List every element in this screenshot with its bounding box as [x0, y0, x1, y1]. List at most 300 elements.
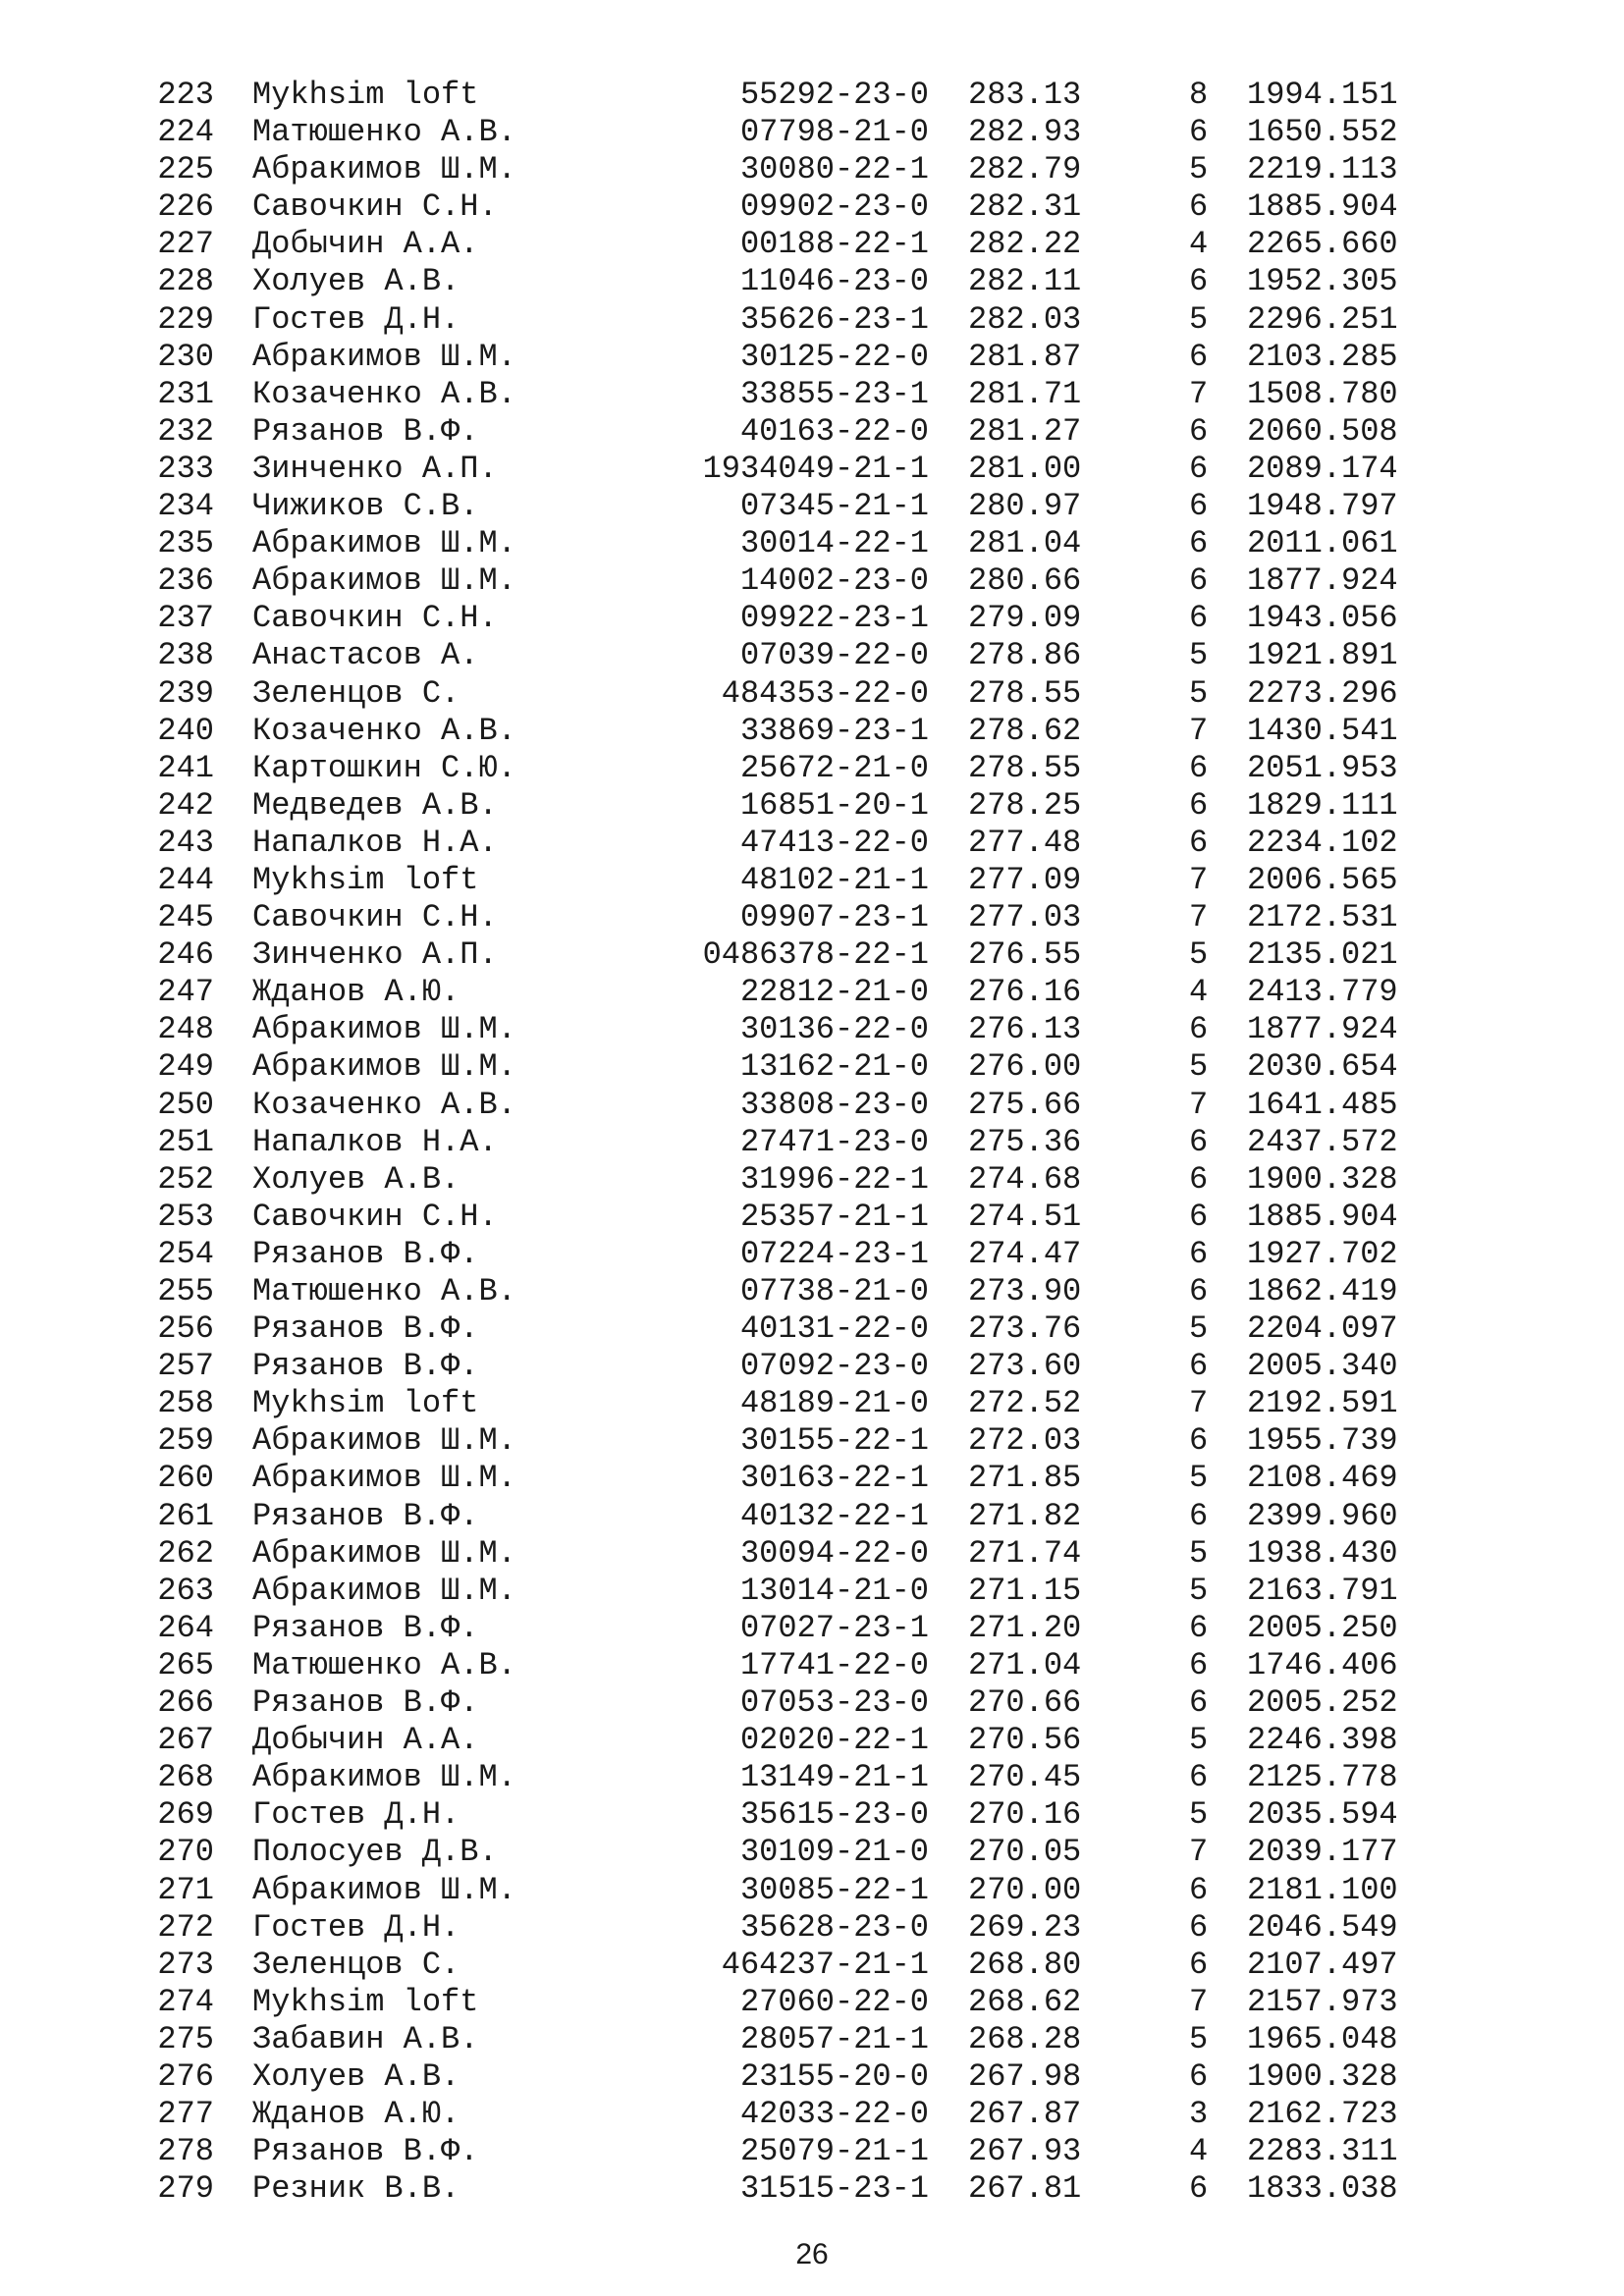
cell-name: Добычин А.А. [252, 1722, 479, 1759]
table-row [0, 2096, 1624, 2133]
cell-score: 276.16 [968, 974, 1082, 1011]
cell-name: Зеленцов С. [252, 674, 460, 712]
cell-count: 5 [1189, 637, 1209, 674]
cell-code: 28057-21-1 [739, 2020, 929, 2057]
cell-value: 1948.797 [1247, 488, 1398, 525]
table-row [0, 825, 1624, 862]
cell-name: Напалков Н.А. [252, 1123, 498, 1160]
cell-rank: 271 [157, 1871, 214, 1908]
cell-count: 6 [1189, 1871, 1209, 1908]
cell-count: 7 [1189, 1385, 1209, 1422]
cell-count: 6 [1189, 1908, 1209, 1946]
table-row [0, 787, 1624, 825]
cell-name: Медведев А.В. [252, 786, 498, 824]
cell-score: 283.13 [968, 77, 1082, 113]
cell-name: Матюшенко А.В. [252, 1646, 516, 1683]
cell-code: 23155-20-0 [739, 2057, 929, 2095]
cell-rank: 232 [157, 412, 214, 450]
cell-rank: 275 [157, 2020, 214, 2057]
cell-code: 13014-21-0 [739, 1572, 929, 1609]
cell-value: 2005.340 [1247, 1348, 1398, 1385]
cell-rank: 242 [157, 786, 214, 824]
cell-code: 07039-22-0 [739, 637, 929, 674]
cell-code: 25672-21-0 [739, 749, 929, 786]
cell-count: 7 [1189, 861, 1209, 898]
cell-rank: 234 [157, 488, 214, 525]
cell-value: 2046.549 [1247, 1908, 1398, 1946]
cell-value: 1885.904 [1247, 188, 1398, 226]
cell-score: 281.87 [968, 338, 1082, 375]
table-row [0, 1684, 1624, 1722]
cell-rank: 279 [157, 2170, 214, 2208]
cell-score: 272.52 [968, 1385, 1082, 1422]
cell-code: 25079-21-1 [739, 2133, 929, 2170]
cell-score: 270.00 [968, 1871, 1082, 1908]
table-row [0, 637, 1624, 674]
table-row [0, 974, 1624, 1011]
table-row [0, 114, 1624, 151]
cell-count: 6 [1189, 749, 1209, 786]
cell-count: 6 [1189, 1759, 1209, 1796]
cell-value: 2039.177 [1247, 1834, 1398, 1871]
cell-rank: 251 [157, 1123, 214, 1160]
cell-name: Холуев А.В. [252, 2057, 460, 2095]
cell-count: 6 [1189, 1235, 1209, 1272]
cell-name: Рязанов В.Ф. [252, 1684, 479, 1722]
cell-count: 6 [1189, 1646, 1209, 1683]
cell-rank: 249 [157, 1048, 214, 1086]
cell-code: 30014-22-1 [739, 525, 929, 562]
cell-value: 1877.924 [1247, 1011, 1398, 1048]
cell-count: 6 [1189, 824, 1209, 861]
cell-rank: 267 [157, 1722, 214, 1759]
cell-code: 35628-23-0 [739, 1908, 929, 1946]
cell-count: 6 [1189, 525, 1209, 562]
cell-name: Абракимов Ш.М. [252, 1048, 516, 1086]
cell-count: 6 [1189, 114, 1209, 151]
cell-count: 5 [1189, 300, 1209, 338]
cell-name: Зеленцов С. [252, 1946, 460, 1983]
table-row [0, 1610, 1624, 1647]
cell-name: Резник В.В. [252, 2170, 460, 2208]
cell-value: 2125.778 [1247, 1759, 1398, 1796]
cell-rank: 274 [157, 1983, 214, 2020]
cell-score: 282.03 [968, 300, 1082, 338]
cell-count: 5 [1189, 1310, 1209, 1348]
cell-name: Абракимов Ш.М. [252, 1011, 516, 1048]
cell-score: 277.03 [968, 899, 1082, 936]
cell-rank: 230 [157, 338, 214, 375]
cell-value: 2030.654 [1247, 1048, 1398, 1086]
cell-count: 6 [1189, 1684, 1209, 1722]
cell-code: 31996-22-1 [739, 1160, 929, 1198]
table-row [0, 1048, 1624, 1086]
cell-score: 280.66 [968, 562, 1082, 600]
cell-value: 2246.398 [1247, 1722, 1398, 1759]
cell-name: Абракимов Ш.М. [252, 525, 516, 562]
cell-value: 2437.572 [1247, 1123, 1398, 1160]
cell-rank: 258 [157, 1385, 214, 1422]
table-row [0, 301, 1624, 339]
table-row [0, 899, 1624, 936]
cell-name: Анастасов А. [252, 637, 479, 674]
cell-code: 27471-23-0 [739, 1123, 929, 1160]
cell-value: 2172.531 [1247, 899, 1398, 936]
cell-score: 275.36 [968, 1123, 1082, 1160]
cell-score: 281.27 [968, 412, 1082, 450]
cell-value: 1877.924 [1247, 562, 1398, 600]
cell-rank: 228 [157, 263, 214, 300]
cell-code: 48102-21-1 [739, 861, 929, 898]
table-row [0, 1909, 1624, 1947]
cell-score: 268.80 [968, 1946, 1082, 1983]
table-row [0, 451, 1624, 488]
cell-code: 07053-23-0 [739, 1684, 929, 1722]
cell-code: 31515-23-1 [739, 2170, 929, 2208]
cell-count: 3 [1189, 2096, 1209, 2133]
cell-rank: 277 [157, 2096, 214, 2133]
cell-score: 272.03 [968, 1422, 1082, 1460]
cell-code: 07092-23-0 [739, 1348, 929, 1385]
cell-value: 1943.056 [1247, 600, 1398, 637]
cell-code: 55292-23-0 [739, 77, 929, 113]
cell-value: 2103.285 [1247, 338, 1398, 375]
cell-name: Савочкин С.Н. [252, 600, 498, 637]
cell-score: 282.11 [968, 263, 1082, 300]
cell-value: 1952.305 [1247, 263, 1398, 300]
cell-name: Абракимов Ш.М. [252, 1572, 516, 1609]
cell-value: 2162.723 [1247, 2096, 1398, 2133]
cell-count: 6 [1189, 600, 1209, 637]
table-row [0, 1498, 1624, 1535]
cell-count: 6 [1189, 1123, 1209, 1160]
cell-name: Рязанов В.Ф. [252, 1348, 479, 1385]
cell-name: Матюшенко А.В. [252, 114, 516, 151]
cell-name: Жданов А.Ю. [252, 974, 460, 1011]
cell-name: Абракимов Ш.М. [252, 1534, 516, 1572]
cell-value: 1921.891 [1247, 637, 1398, 674]
cell-code: 07027-23-1 [739, 1609, 929, 1646]
cell-rank: 256 [157, 1310, 214, 1348]
cell-name: Савочкин С.Н. [252, 899, 498, 936]
cell-value: 1833.038 [1247, 2170, 1398, 2208]
table-row [0, 2058, 1624, 2096]
cell-rank: 253 [157, 1198, 214, 1235]
cell-code: 33869-23-1 [739, 712, 929, 749]
cell-name: Козаченко А.В. [252, 712, 516, 749]
cell-value: 2107.497 [1247, 1946, 1398, 1983]
cell-count: 6 [1189, 1422, 1209, 1460]
cell-code: 40131-22-0 [739, 1310, 929, 1348]
cell-count: 7 [1189, 899, 1209, 936]
cell-code: 09907-23-1 [739, 899, 929, 936]
cell-score: 278.55 [968, 749, 1082, 786]
cell-name: Абракимов Ш.М. [252, 151, 516, 188]
cell-rank: 238 [157, 637, 214, 674]
cell-score: 275.66 [968, 1086, 1082, 1123]
cell-count: 6 [1189, 488, 1209, 525]
cell-score: 270.05 [968, 1834, 1082, 1871]
table-row [0, 488, 1624, 525]
cell-count: 6 [1189, 412, 1209, 450]
cell-count: 7 [1189, 1834, 1209, 1871]
cell-value: 2234.102 [1247, 824, 1398, 861]
cell-code: 30094-22-0 [739, 1534, 929, 1572]
table-row [0, 1872, 1624, 1909]
cell-value: 2163.791 [1247, 1572, 1398, 1609]
cell-score: 270.45 [968, 1759, 1082, 1796]
cell-rank: 255 [157, 1273, 214, 1309]
cell-score: 282.22 [968, 226, 1082, 263]
cell-rank: 265 [157, 1646, 214, 1683]
cell-rank: 250 [157, 1086, 214, 1123]
cell-code: 07224-23-1 [739, 1235, 929, 1272]
cell-code: 464237-21-1 [721, 1946, 929, 1983]
table-row [0, 1796, 1624, 1834]
cell-rank: 270 [157, 1834, 214, 1871]
cell-rank: 273 [157, 1946, 214, 1983]
cell-code: 30109-21-0 [739, 1834, 929, 1871]
cell-rank: 223 [157, 77, 214, 113]
cell-rank: 254 [157, 1235, 214, 1272]
cell-score: 274.51 [968, 1198, 1082, 1235]
cell-name: Mykhsim loft [252, 861, 479, 898]
cell-count: 5 [1189, 1534, 1209, 1572]
cell-score: 271.04 [968, 1646, 1082, 1683]
table-row [0, 1647, 1624, 1684]
cell-value: 2135.021 [1247, 936, 1398, 974]
cell-name: Рязанов В.Ф. [252, 1310, 479, 1348]
cell-name: Чижиков С.В. [252, 488, 479, 525]
cell-count: 6 [1189, 1011, 1209, 1048]
table-row [0, 339, 1624, 376]
cell-name: Рязанов В.Ф. [252, 1609, 479, 1646]
cell-name: Абракимов Ш.М. [252, 338, 516, 375]
cell-value: 2204.097 [1247, 1310, 1398, 1348]
cell-code: 484353-22-0 [721, 674, 929, 712]
cell-code: 30136-22-0 [739, 1011, 929, 1048]
cell-code: 40163-22-0 [739, 412, 929, 450]
cell-name: Абракимов Ш.М. [252, 1759, 516, 1796]
cell-score: 273.60 [968, 1348, 1082, 1385]
cell-value: 2296.251 [1247, 300, 1398, 338]
cell-code: 14002-23-0 [739, 562, 929, 600]
cell-score: 269.23 [968, 1908, 1082, 1946]
cell-rank: 243 [157, 824, 214, 861]
cell-rank: 248 [157, 1011, 214, 1048]
cell-score: 277.48 [968, 824, 1082, 861]
cell-rank: 252 [157, 1160, 214, 1198]
cell-score: 276.00 [968, 1048, 1082, 1086]
cell-value: 1641.485 [1247, 1086, 1398, 1123]
table-row [0, 1573, 1624, 1610]
cell-rank: 231 [157, 375, 214, 412]
cell-score: 268.28 [968, 2020, 1082, 2057]
table-row [0, 188, 1624, 226]
cell-code: 00188-22-1 [739, 226, 929, 263]
cell-rank: 276 [157, 2057, 214, 2095]
table-row [0, 862, 1624, 899]
cell-name: Матюшенко А.В. [252, 1273, 516, 1309]
cell-value: 2060.508 [1247, 412, 1398, 450]
cell-count: 5 [1189, 151, 1209, 188]
cell-rank: 240 [157, 712, 214, 749]
cell-code: 16851-20-1 [739, 786, 929, 824]
table-row [0, 675, 1624, 713]
cell-value: 1955.739 [1247, 1422, 1398, 1460]
table-row [0, 263, 1624, 300]
cell-code: 09922-23-1 [739, 600, 929, 637]
cell-value: 1746.406 [1247, 1646, 1398, 1683]
table-row [0, 525, 1624, 562]
cell-code: 02020-22-1 [739, 1722, 929, 1759]
cell-value: 2219.113 [1247, 151, 1398, 188]
table-row [0, 1348, 1624, 1385]
table-row [0, 936, 1624, 974]
cell-score: 276.55 [968, 936, 1082, 974]
cell-value: 2006.565 [1247, 861, 1398, 898]
cell-name: Козаченко А.В. [252, 375, 516, 412]
cell-rank: 262 [157, 1534, 214, 1572]
cell-score: 271.15 [968, 1572, 1082, 1609]
table-row [0, 151, 1624, 188]
cell-score: 268.62 [968, 1983, 1082, 2020]
cell-score: 274.68 [968, 1160, 1082, 1198]
cell-value: 2399.960 [1247, 1497, 1398, 1534]
cell-name: Абракимов Ш.М. [252, 1460, 516, 1497]
cell-code: 22812-21-0 [739, 974, 929, 1011]
cell-count: 6 [1189, 450, 1209, 487]
table-row [0, 1759, 1624, 1796]
table-row [0, 77, 1624, 114]
cell-rank: 263 [157, 1572, 214, 1609]
cell-value: 1430.541 [1247, 712, 1398, 749]
table-row [0, 750, 1624, 787]
cell-rank: 226 [157, 188, 214, 226]
cell-value: 2005.250 [1247, 1609, 1398, 1646]
cell-rank: 278 [157, 2133, 214, 2170]
cell-code: 27060-22-0 [739, 1983, 929, 2020]
cell-code: 35626-23-1 [739, 300, 929, 338]
cell-score: 280.97 [968, 488, 1082, 525]
table-row [0, 1722, 1624, 1759]
cell-code: 17741-22-0 [739, 1646, 929, 1683]
cell-name: Рязанов В.Ф. [252, 2133, 479, 2170]
cell-name: Mykhsim loft [252, 1983, 479, 2020]
cell-score: 267.93 [968, 2133, 1082, 2170]
cell-count: 6 [1189, 1160, 1209, 1198]
cell-count: 4 [1189, 2133, 1209, 2170]
cell-score: 281.71 [968, 375, 1082, 412]
cell-count: 5 [1189, 1572, 1209, 1609]
cell-value: 1938.430 [1247, 1534, 1398, 1572]
cell-name: Козаченко А.В. [252, 1086, 516, 1123]
cell-rank: 261 [157, 1497, 214, 1534]
cell-name: Рязанов В.Ф. [252, 1497, 479, 1534]
cell-rank: 235 [157, 525, 214, 562]
table-row [0, 1984, 1624, 2021]
cell-code: 07738-21-0 [739, 1273, 929, 1309]
cell-score: 270.16 [968, 1796, 1082, 1834]
cell-score: 273.76 [968, 1310, 1082, 1348]
cell-name: Гостев Д.Н. [252, 1908, 460, 1946]
cell-score: 279.09 [968, 600, 1082, 637]
cell-count: 6 [1189, 1198, 1209, 1235]
cell-count: 7 [1189, 375, 1209, 412]
table-row [0, 1310, 1624, 1348]
cell-value: 1829.111 [1247, 786, 1398, 824]
cell-code: 07798-21-0 [739, 114, 929, 151]
cell-code: 13149-21-1 [739, 1759, 929, 1796]
cell-count: 5 [1189, 1796, 1209, 1834]
cell-rank: 269 [157, 1796, 214, 1834]
cell-score: 271.20 [968, 1609, 1082, 1646]
cell-score: 282.93 [968, 114, 1082, 151]
cell-score: 267.87 [968, 2096, 1082, 2133]
cell-rank: 239 [157, 674, 214, 712]
table-row [0, 1422, 1624, 1460]
cell-code: 35615-23-0 [739, 1796, 929, 1834]
table-row [0, 226, 1624, 263]
table-row [0, 1236, 1624, 1273]
cell-count: 5 [1189, 1460, 1209, 1497]
table-row [0, 2021, 1624, 2058]
cell-count: 4 [1189, 974, 1209, 1011]
cell-count: 5 [1189, 936, 1209, 974]
cell-name: Абракимов Ш.М. [252, 1422, 516, 1460]
page-number: 26 [795, 2238, 829, 2270]
cell-score: 281.00 [968, 450, 1082, 487]
cell-rank: 229 [157, 300, 214, 338]
table-row [0, 1947, 1624, 1984]
cell-name: Mykhsim loft [252, 77, 479, 113]
cell-rank: 268 [157, 1759, 214, 1796]
cell-score: 270.56 [968, 1722, 1082, 1759]
cell-count: 7 [1189, 1086, 1209, 1123]
cell-code: 25357-21-1 [739, 1198, 929, 1235]
cell-count: 5 [1189, 1722, 1209, 1759]
cell-name: Добычин А.А. [252, 226, 479, 263]
table-row [0, 1273, 1624, 1310]
cell-value: 2108.469 [1247, 1460, 1398, 1497]
cell-code: 30085-22-1 [739, 1871, 929, 1908]
cell-value: 2265.660 [1247, 226, 1398, 263]
cell-score: 278.86 [968, 637, 1082, 674]
cell-name: Картошкин С.Ю. [252, 749, 516, 786]
cell-code: 42033-22-0 [739, 2096, 929, 2133]
cell-count: 6 [1189, 1348, 1209, 1385]
cell-count: 6 [1189, 786, 1209, 824]
cell-count: 6 [1189, 1609, 1209, 1646]
cell-code: 0486378-22-1 [702, 936, 929, 974]
cell-value: 1885.904 [1247, 1198, 1398, 1235]
cell-count: 6 [1189, 188, 1209, 226]
cell-value: 1965.048 [1247, 2020, 1398, 2057]
cell-score: 271.85 [968, 1460, 1082, 1497]
cell-rank: 241 [157, 749, 214, 786]
cell-name: Забавин А.В. [252, 2020, 479, 2057]
cell-code: 48189-21-0 [739, 1385, 929, 1422]
table-row [0, 1199, 1624, 1236]
cell-name: Савочкин С.Н. [252, 188, 498, 226]
cell-score: 278.55 [968, 674, 1082, 712]
cell-score: 273.90 [968, 1273, 1082, 1309]
cell-count: 5 [1189, 1048, 1209, 1086]
cell-name: Холуев А.В. [252, 263, 460, 300]
cell-name: Mykhsim loft [252, 1385, 479, 1422]
cell-name: Савочкин С.Н. [252, 1198, 498, 1235]
table-row [0, 1385, 1624, 1422]
